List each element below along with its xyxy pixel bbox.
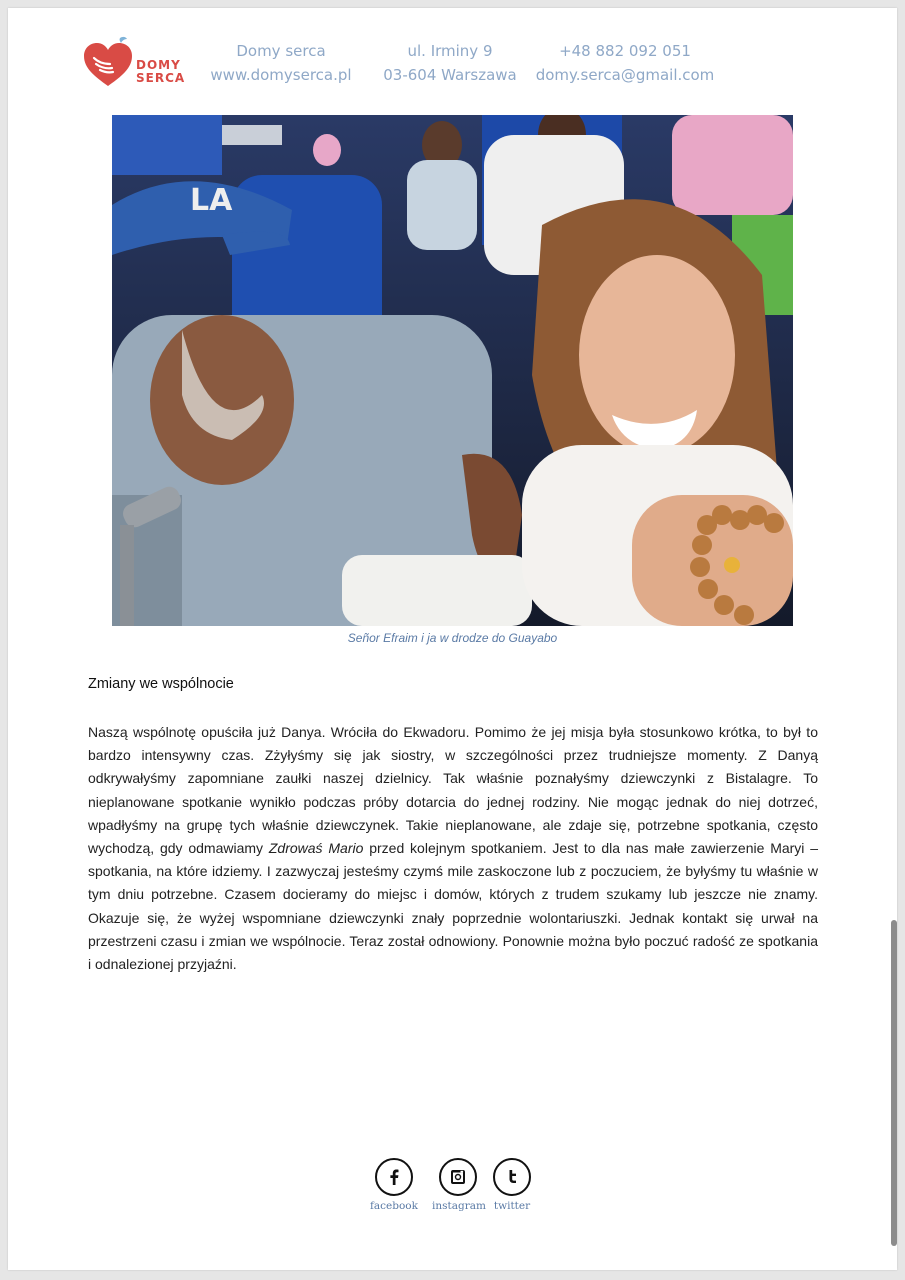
facebook-icon	[384, 1167, 404, 1187]
facebook-link[interactable]	[368, 1158, 420, 1212]
social-links	[368, 1158, 538, 1228]
address-city: 03-604 Warszawa	[383, 66, 517, 84]
domy-serca-logo	[80, 34, 192, 94]
facebook-label: facebook	[370, 1200, 418, 1212]
photo-caption: Señor Efraim i ja w drodze do Guayabo	[347, 631, 558, 645]
phone-number: +48 882 092 051	[559, 42, 691, 60]
section-heading: Zmiany we wspólnocie	[88, 676, 234, 692]
address-street: ul. Irminy 9	[407, 42, 493, 60]
twitter-icon	[502, 1167, 522, 1187]
logo-text-line1: DOMY	[136, 58, 181, 72]
email-link[interactable]: domy.serca@gmail.com	[535, 66, 715, 84]
header-org-column	[208, 39, 354, 87]
instagram-icon	[448, 1167, 468, 1187]
logo-text-line2: SERCA	[136, 71, 186, 85]
svg-text:LA: LA	[190, 183, 233, 218]
vertical-scrollbar[interactable]	[891, 920, 897, 1246]
instagram-link[interactable]	[432, 1158, 484, 1212]
org-name: Domy serca	[236, 42, 326, 60]
twitter-label: twitter	[493, 1200, 531, 1212]
header-address-column	[380, 39, 520, 87]
heart-hand-icon	[80, 34, 136, 94]
instagram-label: instagram	[432, 1200, 486, 1212]
document-page	[8, 8, 897, 1270]
bus-selfie-photo	[112, 115, 793, 626]
paragraph-text-end: przed kolejnym spotkaniem. Jest to dla nas małe zawierzenie Maryi – spotkania, na które idziemy. I zazwyczaj jesteśmy czymś mile zaskoczone lub z poczuciem, że byłyśmy tu właśnie w tym dniu potrzebne. Czasem docieramy do miejsc i domów, których z trudem szukamy lub jeszcze nie znamy. Okazuje się, że wyżej wspomniane dziewczynki znały poprzednie wolontariuszki. Jednak kontakt się urwał na przestrzeni czasu i zmian we wspólnocie. Teraz został odnowiony. Ponownie można było poczuć radość ze spotkania i odnalezionej przyjaźni.	[88, 840, 819, 973]
website-link[interactable]: www.domyserca.pl	[210, 66, 352, 84]
twitter-link[interactable]	[486, 1158, 538, 1212]
header-contact-column	[530, 39, 720, 87]
paragraph-text-start: Naszą wspólnotę opuściła już Danya. Wróciła do Ekwadoru. Pomimo że jej misja była stosunkowo krótka, to był to bardzo intensywny czas. Zżyłyśmy się jak siostry, w szczególności przez trudniejsze momenty. Z Danyą odkrywałyśmy zapomniane zaułki naszej dzielnicy. Tak właśnie poznałyśmy dziewczynki z Bistalagre. To nieplanowane spotkanie wynikło podczas próby dotarcia do jednej rodziny. Nie mogąc jednak do niej dotrzeć, wpadłyśmy na grupę tych właśnie dziewczynek. Takie nieplanowane, ale zdaje się, potrzebne spotkania, często wychodzą, gdy odmawiamy	[88, 724, 818, 857]
section-paragraph	[88, 721, 818, 976]
paragraph-emphasis: Zdrowaś Mario	[268, 840, 364, 857]
